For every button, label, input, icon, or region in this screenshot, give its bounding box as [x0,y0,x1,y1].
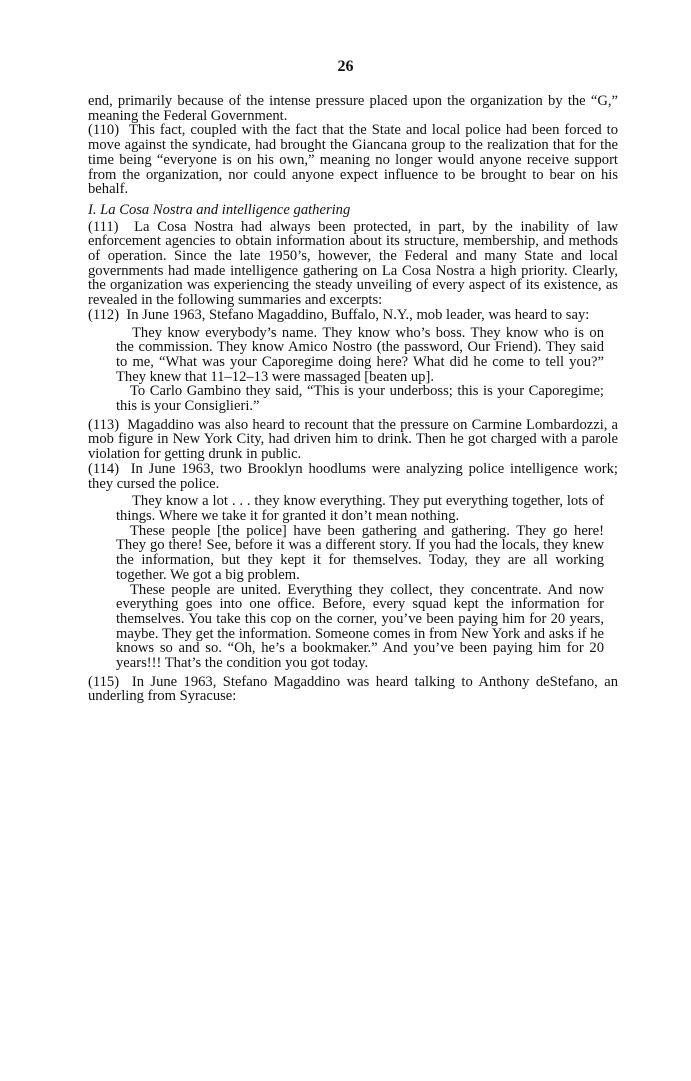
quote-112-part-1: They know everybody’s name. They know who’s boss. They know who is on the commission. They know Amico Nostro (the password, Our Friend). They said to me, “What was your Caporegime doing here? What did he come to tell you?” They knew that 11–12–13 were massaged [beaten up]. [116,324,604,385]
quote-112 [88,326,618,414]
paragraph-continuation: end, primarily because of the intense pressure placed upon the organization by the “G,” meaning the Federal Government. [88,93,618,124]
quote-112-part-2: To Carlo Gambino they said, “This is your underboss; this is your Caporegime; this is your Consiglieri.” [116,383,604,415]
paragraph-112: (112) In June 1963, Stefano Magaddino, Buffalo, N.Y., mob leader, was heard to say: [88,306,590,323]
quote-114-part-2: These people [the police] have been gathering and gathering. They go here! They go there! See, before it was a different story. If you had the locals, they knew the information, but they kept it for themselves. Today, they are all working together. We got a big problem. [116,522,604,583]
paragraph-111: (111) La Cosa Nostra had always been protected, in part, by the inability of law enforcement agencies to obtain information about its structure, membership, and methods of operation. Since the late 1950’s, however, the Federal and many State and local governments had made intelligence gathering on La Cosa Nostra a high priority. Clearly, the organization was experiencing the steady unveiling of every aspect of its existence, as revealed in the following summaries and excerpts: [88,218,618,309]
paragraph-115: (115) In June 1963, Stefano Magaddino was heard talking to Anthony deStefano, an underling from Syracuse: [88,673,618,705]
paragraph-110: (110) This fact, coupled with the fact that the State and local police had been forced to move against the syndicate, had brought the Giancana group to the realization that for the time being “everyone is on his own,” meaning no longer would anyone receive support from the organization, nor could anyone expect influence to be brought to bear on his behalf. [88,122,618,198]
paragraph-114: (114) In June 1963, two Brooklyn hoodlums were analyzing police intelligence work; they cursed the police. [88,460,618,492]
document-body [88,94,618,704]
quote-114-part-1: They know a lot . . . they know everything. They put everything together, lots of things. Where we take it for granted it don’t mean nothing. [116,493,604,524]
section-heading: I. La Cosa Nostra and intelligence gathering [88,201,351,218]
page-number: 26 [337,58,354,75]
quote-114-part-3: These people are united. Everything they collect, they concentrate. And now everything goes into one office. Before, every squad kept the information for themselves. You take this cop on the corner, you’ve been paying him for 20 years, maybe. They get the information. Someone comes in from New York and asks if he knows so and so. “Oh, he’s a bookmaker.” And you’ve been paying him for 20 years!!! That’s the condition you got today. [116,581,604,672]
paragraph-113: (113) Magaddino was also heard to recount that the pressure on Carmine Lombardozzi, a mob figure in New York City, had driven him to drink. Then he got charged with a parole violation for getting drunk in public. [88,416,618,463]
quote-114 [88,494,618,670]
